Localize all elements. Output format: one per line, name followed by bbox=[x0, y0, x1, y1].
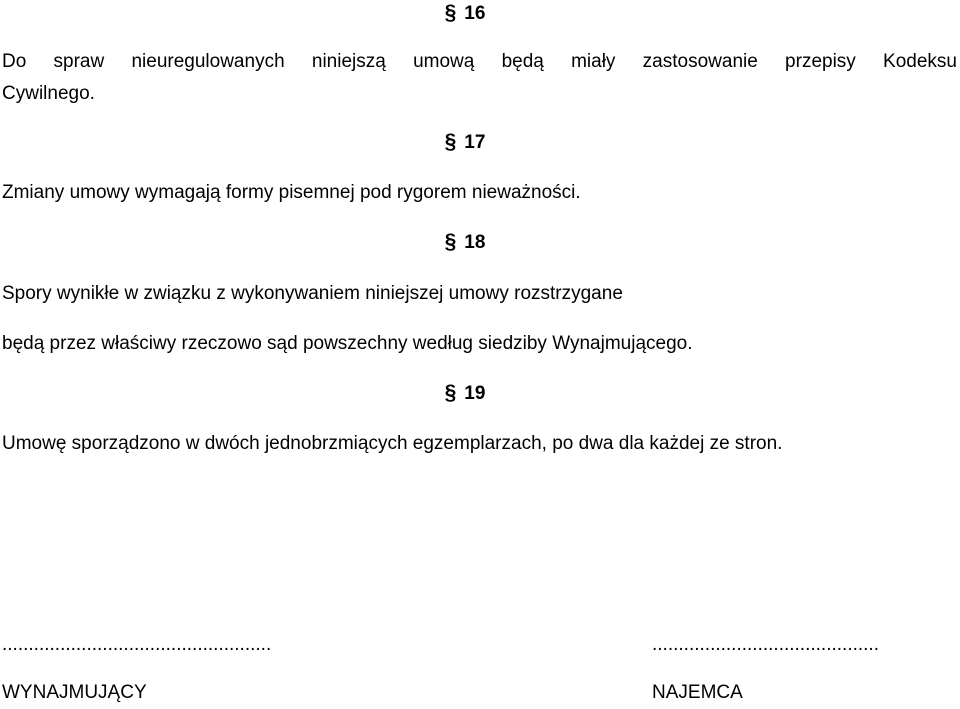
section-number: 18 bbox=[464, 232, 486, 253]
section-heading-16 bbox=[0, 2, 930, 25]
section-symbol: § bbox=[444, 381, 457, 404]
section-symbol: § bbox=[444, 230, 457, 253]
paragraph-18-line-2: będą przez właściwy rzeczowo sąd powszechny według siedziby Wynajmującego. bbox=[2, 333, 693, 354]
signature-line-tenant: ........................................... bbox=[652, 634, 879, 655]
section-heading-19 bbox=[0, 382, 930, 405]
section-number: 17 bbox=[464, 132, 486, 153]
signature-label-tenant: NAJEMCA bbox=[652, 682, 743, 703]
section-number: 16 bbox=[464, 3, 486, 24]
paragraph-16-line-1: Do spraw nieuregulowanych niniejszą umową będą miały zastosowanie przepisy Kodeksu bbox=[2, 51, 957, 72]
section-number: 19 bbox=[464, 383, 486, 404]
section-heading-17 bbox=[0, 131, 930, 154]
paragraph-19: Umowę sporządzono w dwóch jednobrzmiących egzemplarzach, po dwa dla każdej ze stron. bbox=[2, 433, 783, 454]
paragraph-17: Zmiany umowy wymagają formy pisemnej pod rygorem nieważności. bbox=[2, 182, 581, 203]
section-heading-18 bbox=[0, 231, 930, 254]
section-symbol: § bbox=[444, 130, 457, 153]
signature-label-landlord: WYNAJMUJĄCY bbox=[2, 682, 147, 703]
signature-line-landlord: ................................................... bbox=[2, 634, 272, 655]
paragraph-18-line-1: Spory wynikłe w związku z wykonywaniem niniejszej umowy rozstrzygane bbox=[2, 283, 623, 304]
section-symbol: § bbox=[444, 1, 457, 24]
paragraph-16-line-2: Cywilnego. bbox=[2, 83, 95, 104]
